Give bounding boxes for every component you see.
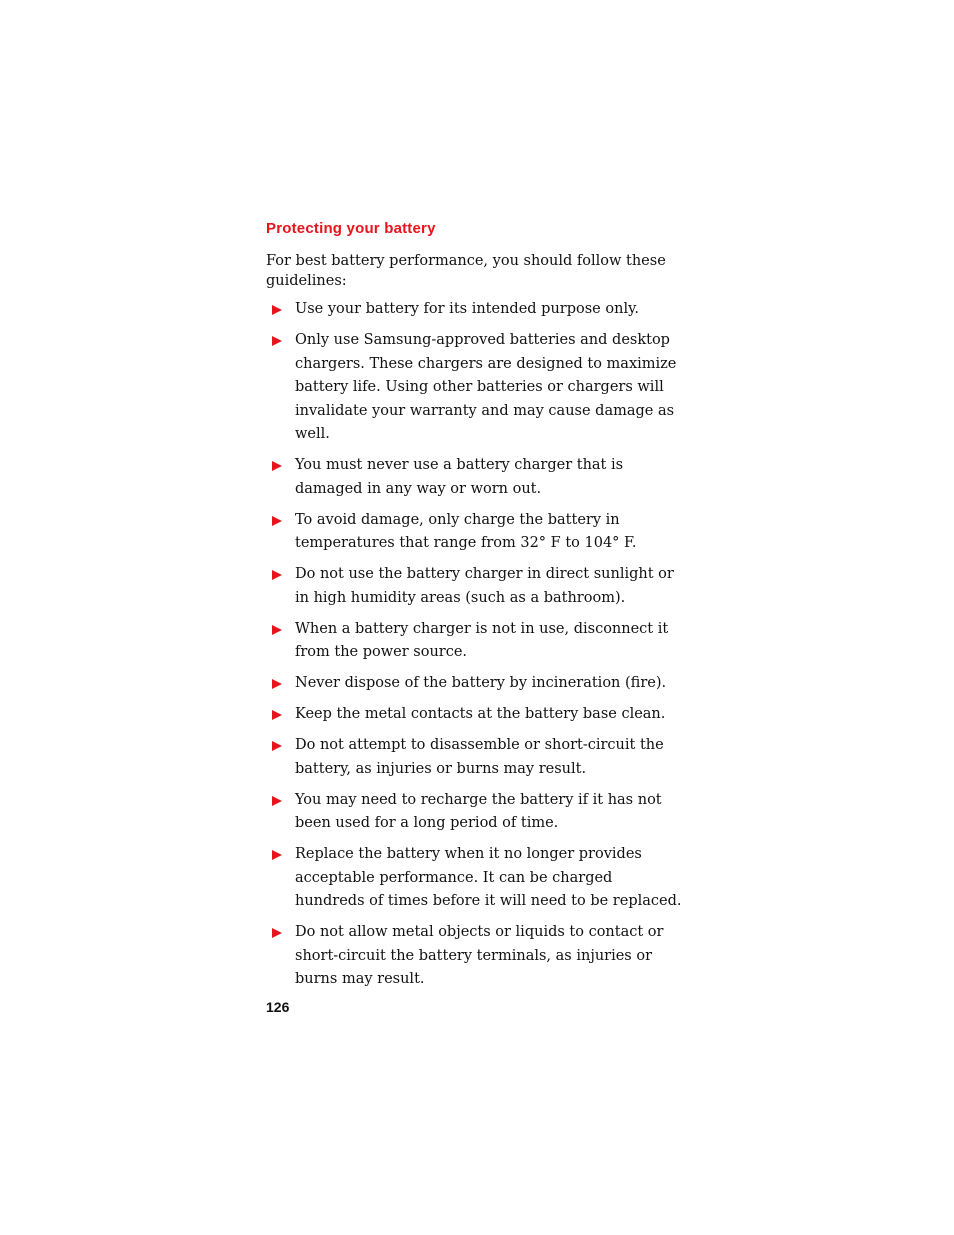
- list-item: [266, 843, 686, 914]
- arrow-right-icon: [272, 928, 282, 938]
- list-item: [266, 921, 686, 992]
- guidelines-list: [266, 298, 686, 992]
- list-item-text: Only use Samsung-approved batteries and desktop chargers. These chargers are designed to maximize battery life. Using other batteries or chargers will invalidate your warranty and may cause damage as well.: [295, 332, 677, 442]
- list-item-text: You must never use a battery charger that is damaged in any way or worn out.: [295, 457, 624, 497]
- list-item-text: When a battery charger is not in use, disconnect it from the power source.: [295, 620, 669, 660]
- list-item-text: Keep the metal contacts at the battery base clean.: [295, 706, 666, 722]
- list-item-text: Do not attempt to disassemble or short-circuit the battery, as injuries or burns may result.: [295, 737, 664, 777]
- arrow-right-icon: [272, 625, 282, 635]
- list-item: [266, 563, 686, 610]
- list-item: [266, 454, 686, 501]
- arrow-right-icon: [272, 570, 282, 580]
- list-item: [266, 672, 686, 696]
- list-item: [266, 298, 686, 322]
- section-heading: Protecting your battery: [266, 220, 436, 237]
- arrow-right-icon: [272, 679, 282, 689]
- document-page: [266, 219, 686, 999]
- arrow-right-icon: [272, 516, 282, 526]
- list-item: [266, 509, 686, 556]
- arrow-right-icon: [272, 710, 282, 720]
- list-item-text: Do not allow metal objects or liquids to contact or short-circuit the battery terminals, as injuries or burns may result.: [295, 924, 664, 987]
- list-item-text: To avoid damage, only charge the battery in temperatures that range from 32° F to 104° F.: [295, 511, 637, 551]
- arrow-right-icon: [272, 461, 282, 471]
- arrow-right-icon: [272, 741, 282, 751]
- list-item: [266, 618, 686, 665]
- arrow-right-icon: [272, 796, 282, 806]
- list-item-text: Use your battery for its intended purpose only.: [295, 301, 639, 317]
- intro-paragraph: For best battery performance, you should follow these guidelines:: [266, 253, 666, 289]
- list-item: [266, 703, 686, 727]
- list-item: [266, 789, 686, 836]
- arrow-right-icon: [272, 336, 282, 346]
- list-item-text: Replace the battery when it no longer provides acceptable performance. It can be charged hundreds of times before it will need to be replaced.: [295, 846, 682, 909]
- list-item-text: Do not use the battery charger in direct sunlight or in high humidity areas (such as a bathroom).: [295, 566, 674, 606]
- list-item-text: Never dispose of the battery by incineration (fire).: [295, 675, 667, 691]
- list-item: [266, 734, 686, 781]
- list-item: [266, 329, 686, 447]
- arrow-right-icon: [272, 850, 282, 860]
- arrow-right-icon: [272, 305, 282, 315]
- page-number: 126: [266, 999, 290, 1015]
- list-item-text: You may need to recharge the battery if it has not been used for a long period of time.: [295, 791, 662, 831]
